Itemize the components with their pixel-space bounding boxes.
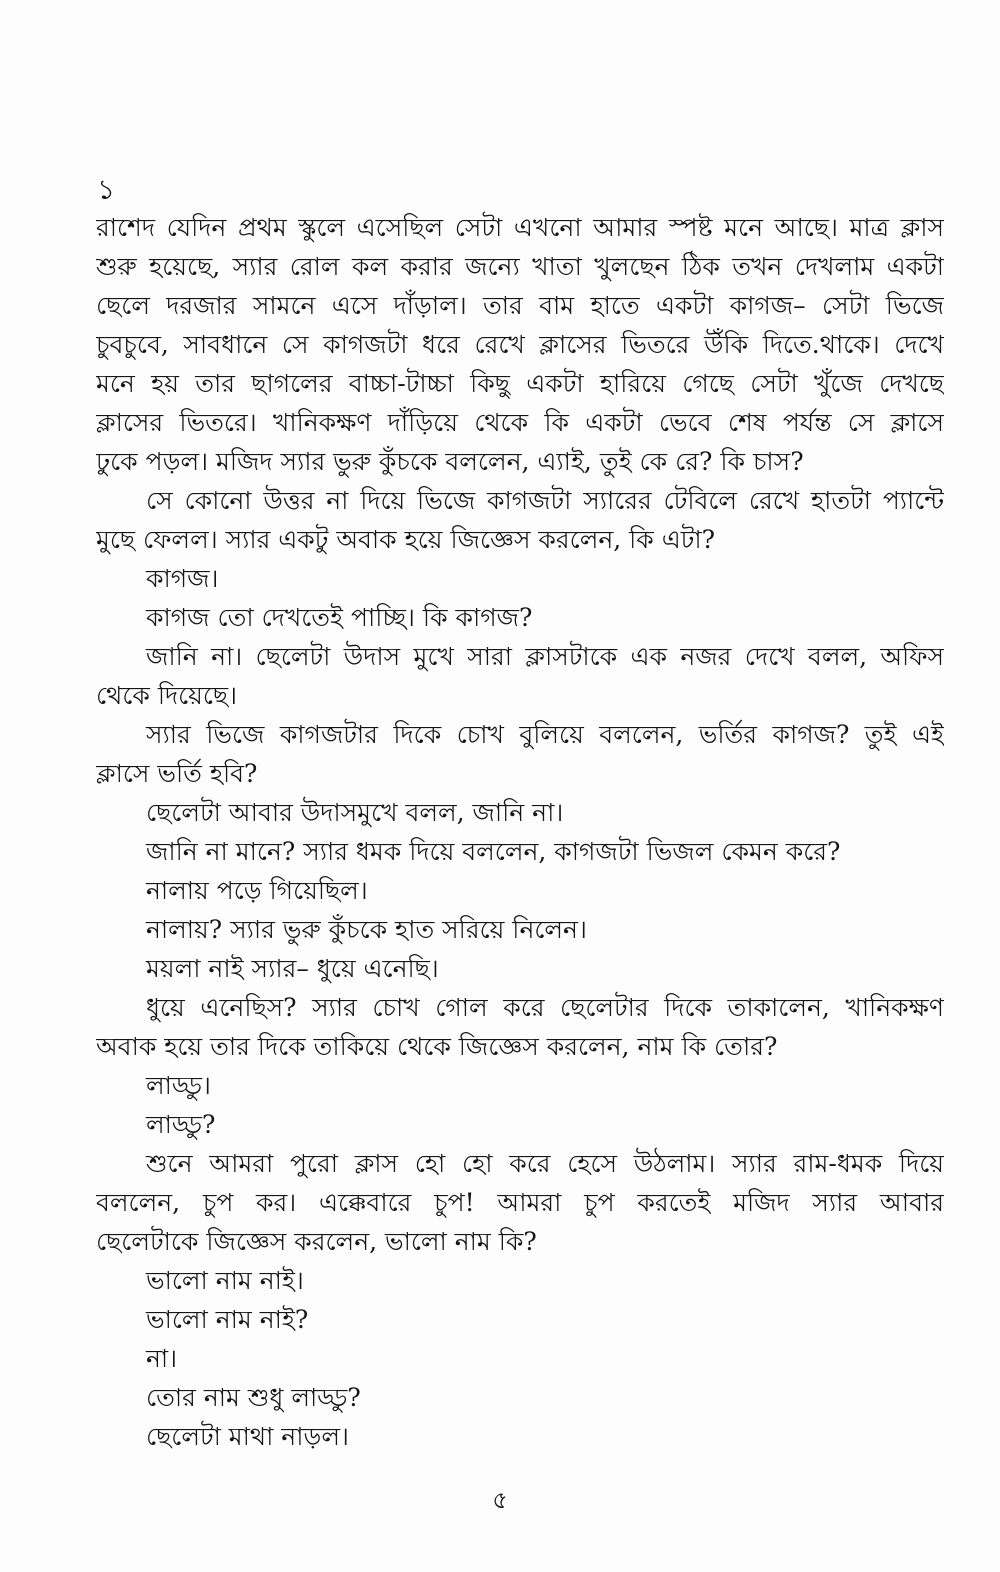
text-line: লাড্ডু? <box>146 1110 216 1139</box>
text-line: নালায়? স্যার ভুরু কুঁচকে হাত সরিয়ে নিলেন। <box>146 915 587 944</box>
text-line: থেকে দিয়েছে। <box>96 681 238 710</box>
text-line: ক্লাসে ভর্তি হবি? <box>96 759 258 788</box>
text-line: চুবচুবে, সাবধানে সে কাগজটা ধরে রেখে ক্লাসের ভিতরে উঁকি দিতে.থাকে। দেখে <box>96 330 944 359</box>
text-line: তোর নাম শুধু লাড্ডু? <box>146 1383 361 1412</box>
text-line: মনে হয় তার ছাগলের বাচ্চা-টাচ্চা কিছু একটা হারিয়ে গেছে সেটা খুঁজে দেখছে <box>96 369 944 398</box>
text-line: ছেলেটা মাথা নাড়ল। <box>146 1422 349 1451</box>
text-line: শুনে আমরা পুরো ক্লাস হো হো করে হেসে উঠলাম। স্যার রাম-ধমক দিয়ে <box>146 1149 944 1178</box>
text-line: মুছে ফেলল। স্যার একটু অবাক হয়ে জিজ্ঞেস করলেন, কি এটা? <box>96 525 716 554</box>
page-number: ৫ <box>492 1486 508 1514</box>
text-line: ধুয়ে এনেছিস? স্যার চোখ গোল করে ছেলেটার দিকে তাকালেন, খানিকক্ষণ <box>146 993 944 1022</box>
page-body-text <box>96 208 944 1456</box>
text-line: অবাক হয়ে তার দিকে তাকিয়ে থেকে জিজ্ঞেস করলেন, নাম কি তোর? <box>96 1032 778 1061</box>
text-line: রাশেদ যেদিন প্রথম স্কুলে এসেছিল সেটা এখনো আমার স্পষ্ট মনে আছে। মাত্র ক্লাস <box>96 213 944 242</box>
text-line: ঢুকে পড়ল। মজিদ স্যার ভুরু কুঁচকে বললেন, এ্যাই, তুই কে রে? কি চাস? <box>96 447 804 476</box>
text-line: ছেলে দরজার সামনে এসে দাঁড়াল। তার বাম হাতে একটা কাগজ– সেটা ভিজে <box>96 291 944 320</box>
text-line: ভালো নাম নাই? <box>146 1305 309 1334</box>
text-line: নালায় পড়ে গিয়েছিল। <box>146 876 368 905</box>
text-line: লাড্ডু। <box>146 1071 211 1100</box>
text-line: জানি না মানে? স্যার ধমক দিয়ে বললেন, কাগজটা ভিজল কেমন করে? <box>146 837 841 866</box>
chapter-number: ১ <box>97 173 116 206</box>
text-line: ছেলেটা আবার উদাসমুখে বলল, জানি না। <box>146 798 564 827</box>
text-line: ভালো নাম নাই। <box>146 1266 304 1295</box>
text-line: স্যার ভিজে কাগজটার দিকে চোখ বুলিয়ে বললেন, ভর্তির কাগজ? তুই এই <box>146 720 944 749</box>
text-line: সে কোনো উত্তর না দিয়ে ভিজে কাগজটা স্যারের টেবিলে রেখে হাতটা প্যান্টে <box>146 486 944 515</box>
text-line: ক্লাসের ভিতরে। খানিকক্ষণ দাঁড়িয়ে থেকে কি একটা ভেবে শেষ পর্যন্ত সে ক্লাসে <box>96 408 944 437</box>
text-line: ময়লা নাই স্যার– ধুয়ে এনেছি। <box>146 954 439 983</box>
text-line: ছেলেটাকে জিজ্ঞেস করলেন, ভালো নাম কি? <box>96 1227 537 1256</box>
text-line: জানি না। ছেলেটা উদাস মুখে সারা ক্লাসটাকে এক নজর দেখে বলল, অফিস <box>146 642 944 671</box>
text-line: না। <box>146 1344 178 1373</box>
text-line: বললেন, চুপ কর। এক্কেবারে চুপ! আমরা চুপ করতেই মজিদ স্যার আবার <box>96 1188 944 1217</box>
text-line: কাগজ। <box>146 564 219 593</box>
text-line: শুরু হয়েছে, স্যার রোল কল করার জন্যে খাতা খুলছেন ঠিক তখন দেখলাম একটা <box>96 252 944 281</box>
text-line: কাগজ তো দেখতেই পাচ্ছি। কি কাগজ? <box>146 603 533 632</box>
